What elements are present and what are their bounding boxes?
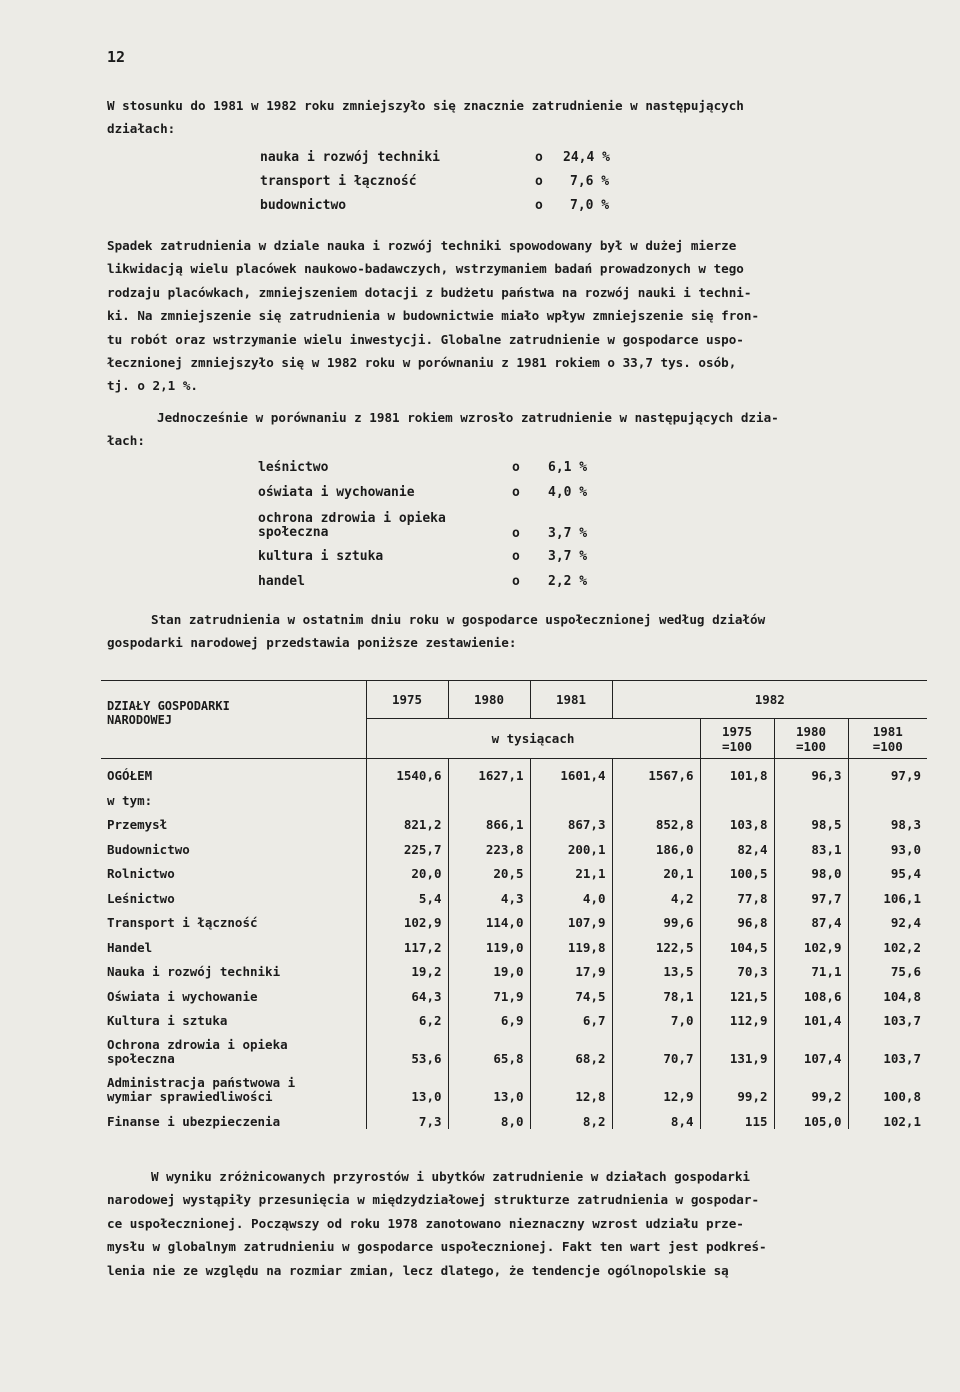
row-value: 96,3 bbox=[774, 759, 848, 784]
row-label-text: Finanse i ubezpieczenia bbox=[107, 1113, 281, 1129]
row-value: 98,3 bbox=[848, 808, 927, 833]
row-value: 102,9 bbox=[774, 930, 848, 955]
row-label bbox=[101, 1028, 366, 1066]
row-value: 97,7 bbox=[774, 881, 848, 906]
row-value: 115 bbox=[700, 1104, 774, 1129]
row-label bbox=[101, 979, 366, 1004]
row-value: 70,7 bbox=[612, 1028, 700, 1066]
table-row bbox=[101, 881, 927, 906]
list-item-label: transport i łączność bbox=[260, 174, 417, 189]
list-item-value: 3,7 % bbox=[548, 526, 588, 541]
row-value: 117,2 bbox=[366, 930, 448, 955]
row-value: 75,6 bbox=[848, 955, 927, 980]
row-label-line bbox=[107, 916, 360, 930]
row-value: 119,0 bbox=[448, 930, 530, 955]
employment-table bbox=[101, 680, 927, 1129]
row-value: 74,5 bbox=[530, 979, 612, 1004]
row-value: 71,1 bbox=[774, 955, 848, 980]
row-value: 114,0 bbox=[448, 906, 530, 931]
row-value: 1540,6 bbox=[366, 759, 448, 784]
list-item-label: ochrona zdrowia i opieka bbox=[258, 511, 446, 526]
row-value: 17,9 bbox=[530, 955, 612, 980]
row-value: 107,9 bbox=[530, 906, 612, 931]
row-value: 103,8 bbox=[700, 808, 774, 833]
table-row bbox=[101, 808, 927, 833]
row-value: 100,5 bbox=[700, 857, 774, 882]
row-label-text: Ochrona zdrowia i opieka bbox=[107, 1037, 288, 1052]
row-value: 82,4 bbox=[700, 832, 774, 857]
row-value: 119,8 bbox=[530, 930, 612, 955]
row-value: 13,5 bbox=[612, 955, 700, 980]
text-line: mysłu w globalnym zatrudnieniu w gospodarce uspołecznionej. Fakt ten wart jest podkreś- bbox=[107, 1239, 767, 1255]
row-value: 112,9 bbox=[700, 1004, 774, 1029]
table-row bbox=[101, 979, 927, 1004]
row-value: 96,8 bbox=[700, 906, 774, 931]
row-value-empty bbox=[700, 783, 774, 808]
row-value-empty bbox=[848, 783, 927, 808]
row-label bbox=[101, 930, 366, 955]
row-label-text-continued-value: społeczna bbox=[107, 1051, 175, 1066]
row-label-line bbox=[107, 965, 360, 979]
list-item-label: nauka i rozwój techniki bbox=[260, 150, 441, 165]
list-item-value: 3,7 % bbox=[548, 549, 588, 564]
row-value: 122,5 bbox=[612, 930, 700, 955]
row-value: 108,6 bbox=[774, 979, 848, 1004]
row-value: 97,9 bbox=[848, 759, 927, 784]
row-value: 98,0 bbox=[774, 857, 848, 882]
row-value: 106,1 bbox=[848, 881, 927, 906]
list-item-label-continued: społeczna bbox=[258, 525, 329, 540]
row-value: 7,0 bbox=[612, 1004, 700, 1029]
text-line: W wyniku zróżnicowanych przyrostów i ubytków zatrudnienie w działach gospodarki bbox=[151, 1169, 750, 1184]
row-label-text: Handel bbox=[107, 939, 153, 955]
row-value-empty bbox=[530, 783, 612, 808]
header-year: 1975 bbox=[366, 681, 448, 719]
text-line: rodzaju placówkach, zmniejszeniem dotacji z budżetu państwa na rozwój nauki i techni- bbox=[107, 284, 752, 300]
row-value: 103,7 bbox=[848, 1028, 927, 1066]
row-label-text-continued bbox=[107, 1052, 360, 1066]
list-item-label: budownictwo bbox=[260, 198, 347, 213]
row-value: 95,4 bbox=[848, 857, 927, 882]
row-value: 19,2 bbox=[366, 955, 448, 980]
table-row bbox=[101, 906, 927, 931]
row-value: 200,1 bbox=[530, 832, 612, 857]
row-label bbox=[101, 881, 366, 906]
row-label-line bbox=[107, 818, 360, 832]
list-marker: o bbox=[512, 460, 520, 475]
text-line: Jednocześnie w porównaniu z 1981 rokiem wzrosło zatrudnienie w następujących dzia- bbox=[157, 410, 779, 425]
header-year: 1982 bbox=[612, 681, 927, 719]
row-value-empty bbox=[448, 783, 530, 808]
row-value: 68,2 bbox=[530, 1028, 612, 1066]
list-item-label: handel bbox=[258, 574, 305, 589]
row-label bbox=[101, 808, 366, 833]
row-value: 13,0 bbox=[366, 1066, 448, 1104]
row-value: 64,3 bbox=[366, 979, 448, 1004]
row-value: 101,8 bbox=[700, 759, 774, 784]
row-value: 19,0 bbox=[448, 955, 530, 980]
table-row bbox=[101, 1028, 927, 1066]
row-label bbox=[101, 832, 366, 857]
list-marker: o bbox=[535, 150, 543, 165]
row-value: 100,8 bbox=[848, 1066, 927, 1104]
list-marker: o bbox=[512, 485, 520, 500]
row-label-text: Budownictwo bbox=[107, 841, 190, 857]
row-value: 6,2 bbox=[366, 1004, 448, 1029]
row-value: 223,8 bbox=[448, 832, 530, 857]
list-item-label: oświata i wychowanie bbox=[258, 485, 415, 500]
row-label bbox=[101, 1066, 366, 1104]
list-item-label: leśnictwo bbox=[258, 460, 329, 475]
text-line: Stan zatrudnienia w ostatnim dniu roku w gospodarce uspołecznionej według działów bbox=[151, 612, 766, 627]
table-row bbox=[101, 857, 927, 882]
table-row bbox=[101, 1004, 927, 1029]
row-value: 83,1 bbox=[774, 832, 848, 857]
row-value: 13,0 bbox=[448, 1066, 530, 1104]
row-value: 104,8 bbox=[848, 979, 927, 1004]
row-value: 65,8 bbox=[448, 1028, 530, 1066]
list-marker: o bbox=[512, 526, 520, 541]
row-value: 102,1 bbox=[848, 1104, 927, 1129]
header-index-base: =100 bbox=[872, 738, 903, 754]
list-item-label: kultura i sztuka bbox=[258, 549, 384, 564]
text-line: tj. o 2,1 %. bbox=[107, 378, 198, 394]
row-label: w tym: bbox=[107, 792, 153, 808]
text-line: łecznionej zmniejszyło się w 1982 roku w porównaniu z 1981 rokiem o 33,7 tys. osób, bbox=[107, 355, 737, 371]
list-item-value: 7,6 % bbox=[570, 174, 610, 189]
page-number: 12 bbox=[107, 48, 126, 66]
row-value: 8,0 bbox=[448, 1104, 530, 1129]
row-value-empty bbox=[774, 783, 848, 808]
row-value: 8,2 bbox=[530, 1104, 612, 1129]
row-label-text: Leśnictwo bbox=[107, 890, 175, 906]
table-row bbox=[101, 930, 927, 955]
row-value: 87,4 bbox=[774, 906, 848, 931]
row-label-text-continued bbox=[107, 1090, 360, 1104]
row-label-text-continued-value: wymiar sprawiedliwości bbox=[107, 1089, 273, 1104]
row-label-text: Przemysł bbox=[107, 817, 168, 832]
row-value-empty bbox=[612, 783, 700, 808]
header-index-year: 1981 bbox=[872, 723, 903, 739]
row-label-text: Kultura i sztuka bbox=[107, 1013, 228, 1028]
row-value: 107,4 bbox=[774, 1028, 848, 1066]
row-value: 867,3 bbox=[530, 808, 612, 833]
row-value: 4,3 bbox=[448, 881, 530, 906]
paragraph-3 bbox=[107, 406, 922, 453]
row-value: 99,2 bbox=[774, 1066, 848, 1104]
table-row bbox=[101, 759, 927, 784]
row-value: 101,4 bbox=[774, 1004, 848, 1029]
header-index-base: =100 bbox=[795, 738, 827, 754]
row-label-text: Rolnictwo bbox=[107, 866, 175, 881]
row-value: 7,3 bbox=[366, 1104, 448, 1129]
row-value: 102,2 bbox=[848, 930, 927, 955]
row-value: 20,1 bbox=[612, 857, 700, 882]
header-units: w tysiącach bbox=[366, 719, 700, 759]
text-line: łach: bbox=[107, 433, 145, 449]
row-value: 21,1 bbox=[530, 857, 612, 882]
row-label-text: Administracja państwowa i bbox=[107, 1075, 296, 1090]
row-value: 99,6 bbox=[612, 906, 700, 931]
row-label bbox=[101, 955, 366, 980]
row-label bbox=[101, 1104, 366, 1129]
row-value: 102,9 bbox=[366, 906, 448, 931]
row-value: 866,1 bbox=[448, 808, 530, 833]
row-value: 93,0 bbox=[848, 832, 927, 857]
row-value: 105,0 bbox=[774, 1104, 848, 1129]
text-line: likwidacją wielu placówek naukowo-badawczych, wstrzymaniem badań prowadzonych w tego bbox=[107, 261, 744, 277]
intro-paragraph bbox=[107, 94, 922, 141]
list-marker: o bbox=[512, 574, 520, 589]
row-label-line bbox=[107, 843, 360, 857]
table-row bbox=[101, 783, 927, 808]
row-label bbox=[101, 759, 366, 784]
header-index bbox=[700, 719, 774, 759]
row-label-line bbox=[107, 769, 360, 783]
row-value: 121,5 bbox=[700, 979, 774, 1004]
row-value: 53,6 bbox=[366, 1028, 448, 1066]
row-value: 92,4 bbox=[848, 906, 927, 931]
row-value: 20,5 bbox=[448, 857, 530, 882]
text-line: gospodarki narodowej przedstawia poniższe zestawienie: bbox=[107, 635, 517, 651]
text-line: narodowej wystąpiły przesunięcia w międzydziałowej strukturze zatrudnienia w gospodar- bbox=[107, 1192, 760, 1208]
row-value: 12,8 bbox=[530, 1066, 612, 1104]
table-header-row bbox=[101, 681, 927, 719]
row-label-line bbox=[107, 1014, 360, 1028]
list-item-value: 2,2 % bbox=[548, 574, 588, 589]
header-sector bbox=[101, 681, 366, 759]
row-value: 99,2 bbox=[700, 1066, 774, 1104]
row-value: 8,4 bbox=[612, 1104, 700, 1129]
header-year: 1980 bbox=[448, 681, 530, 719]
list-marker: o bbox=[535, 198, 543, 213]
table-row bbox=[101, 832, 927, 857]
row-value: 1627,1 bbox=[448, 759, 530, 784]
paragraph-5 bbox=[107, 1165, 922, 1282]
row-value: 77,8 bbox=[700, 881, 774, 906]
row-label-line bbox=[107, 941, 360, 955]
row-value-empty bbox=[366, 783, 448, 808]
row-value: 70,3 bbox=[700, 955, 774, 980]
header-sector-line: NARODOWEJ bbox=[107, 713, 173, 727]
row-value: 20,0 bbox=[366, 857, 448, 882]
row-value: 6,9 bbox=[448, 1004, 530, 1029]
paragraph-4 bbox=[107, 608, 922, 655]
row-label-text: OGÓŁEM bbox=[107, 768, 153, 783]
list-marker: o bbox=[512, 549, 520, 564]
row-value: 104,5 bbox=[700, 930, 774, 955]
header-index-base: =100 bbox=[721, 738, 753, 754]
row-value: 4,2 bbox=[612, 881, 700, 906]
row-label-line bbox=[107, 892, 360, 906]
row-label bbox=[101, 1004, 366, 1029]
row-label-line bbox=[107, 990, 360, 1004]
list-marker: o bbox=[535, 174, 543, 189]
row-value: 1601,4 bbox=[530, 759, 612, 784]
header-index bbox=[848, 719, 927, 759]
list-item-value: 6,1 % bbox=[548, 460, 588, 475]
header-index-year: 1975 bbox=[721, 723, 753, 739]
row-value: 821,2 bbox=[366, 808, 448, 833]
text-line: Spadek zatrudnienia w dziale nauka i rozwój techniki spowodowany był w dużej mierze bbox=[107, 238, 737, 253]
row-value: 852,8 bbox=[612, 808, 700, 833]
text-line: ki. Na zmniejszenie się zatrudnienia w budownictwie miało wpływ zmniejszenie się fron- bbox=[107, 308, 760, 324]
row-value: 98,5 bbox=[774, 808, 848, 833]
paragraph-2 bbox=[107, 234, 922, 398]
row-value: 1567,6 bbox=[612, 759, 700, 784]
row-value: 6,7 bbox=[530, 1004, 612, 1029]
row-value: 71,9 bbox=[448, 979, 530, 1004]
row-value: 78,1 bbox=[612, 979, 700, 1004]
row-value: 4,0 bbox=[530, 881, 612, 906]
table-body bbox=[101, 759, 927, 1129]
row-label-line bbox=[107, 1115, 360, 1129]
row-label-line bbox=[107, 867, 360, 881]
text-line: ce uspołecznionej. Począwszy od roku 1978 zanotowano nieznaczny wzrost udziału prze- bbox=[107, 1215, 744, 1231]
row-value: 131,9 bbox=[700, 1028, 774, 1066]
row-label-text: Transport i łączność bbox=[107, 915, 258, 930]
row-label-text: Oświata i wychowanie bbox=[107, 988, 258, 1004]
text-line: działach: bbox=[107, 121, 176, 137]
header-index bbox=[774, 719, 848, 759]
list-item-value: 7,0 % bbox=[570, 198, 610, 213]
table-row bbox=[101, 1104, 927, 1129]
list-item-value: 24,4 % bbox=[563, 150, 610, 165]
text-line: W stosunku do 1981 w 1982 roku zmniejszyło się znacznie zatrudnienie w następujących bbox=[107, 98, 744, 113]
list-item-value: 4,0 % bbox=[548, 485, 588, 500]
row-label bbox=[101, 906, 366, 931]
text-line: tu robót oraz wstrzymanie wielu inwestycji. Globalne zatrudnienie w gospodarce uspo- bbox=[107, 331, 744, 347]
header-sector-line: DZIAŁY GOSPODARKI bbox=[107, 699, 230, 713]
row-value: 225,7 bbox=[366, 832, 448, 857]
row-value: 103,7 bbox=[848, 1004, 927, 1029]
table-row bbox=[101, 1066, 927, 1104]
text-line: lenia nie ze względu na rozmiar zmian, lecz dlatego, że tendencje ogólnopolskie są bbox=[107, 1262, 729, 1278]
table-row bbox=[101, 955, 927, 980]
row-value: 12,9 bbox=[612, 1066, 700, 1104]
row-label bbox=[101, 857, 366, 882]
header-year: 1981 bbox=[530, 681, 612, 719]
row-label-text: Nauka i rozwój techniki bbox=[107, 964, 281, 979]
row-value: 186,0 bbox=[612, 832, 700, 857]
header-index-year: 1980 bbox=[795, 723, 827, 739]
row-value: 5,4 bbox=[366, 881, 448, 906]
